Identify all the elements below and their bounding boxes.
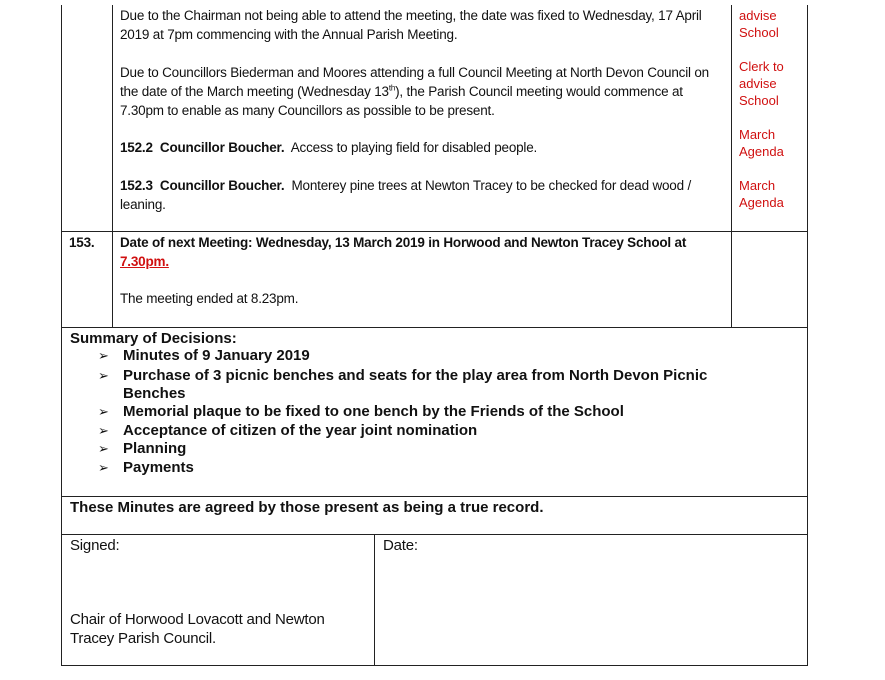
bullet-arrow-icon: ➢ — [98, 348, 109, 363]
bullet-arrow-icon: ➢ — [98, 404, 109, 419]
column-rule-action — [731, 5, 732, 327]
agreed-statement: These Minutes are agreed by those present as being a true record. — [70, 499, 544, 516]
para-councillors: Due to Councillors Biederman and Moores attending a full Council Meeting at North Devon Council on the date of the March meeting (Wednesday 13th), the Parish Council meeting would commence at 7.30pm to enable as many Councillors as possible to be present. — [120, 65, 709, 118]
action-march-agenda-1: March Agenda — [739, 127, 784, 159]
summary-item-benches-cont: Benches — [123, 385, 186, 402]
column-rule-number — [112, 5, 113, 327]
chair-title: Chair of Horwood Lovacott and Newton Tracey Parish Council. — [70, 611, 325, 647]
row-rule-153 — [61, 231, 808, 232]
signed-label: Signed: — [70, 537, 120, 554]
summary-item-planning: Planning — [123, 440, 187, 457]
meeting-ended: The meeting ended at 8.23pm. — [120, 291, 299, 306]
action-clerk-advise-school: Clerk to advise School — [739, 59, 784, 108]
bullet-arrow-icon: ➢ — [98, 441, 109, 456]
bullet-arrow-icon: ➢ — [98, 368, 109, 383]
next-meeting-time: 7.30pm. — [120, 254, 169, 269]
date-label: Date: — [383, 537, 418, 554]
summary-item-benches: Purchase of 3 picnic benches and seats for the play area from North Devon Picnic — [123, 367, 708, 384]
item-152-2: 152.2 Councillor Boucher. Access to playing field for disabled people. — [120, 140, 538, 155]
para-chairman: Due to the Chairman not being able to attend the meeting, the date was fixed to Wednesday, 17 April 2019 at 7pm commencing with the Annual Parish Meeting. — [120, 8, 702, 42]
next-meeting: Date of next Meeting: Wednesday, 13 March 2019 in Horwood and Newton Tracey School at 7.30pm. — [120, 235, 687, 269]
summary-item-payments: Payments — [123, 459, 194, 476]
action-advise-school: advise School — [739, 8, 779, 40]
summary-item-plaque: Memorial plaque to be fixed to one bench by the Friends of the School — [123, 403, 624, 420]
summary-item-citizen: Acceptance of citizen of the year joint nomination — [123, 422, 478, 439]
bullet-arrow-icon: ➢ — [98, 423, 109, 438]
summary-item-minutes: Minutes of 9 January 2019 — [123, 347, 310, 364]
summary-title: Summary of Decisions: — [70, 330, 237, 347]
item-number-153: 153. — [69, 235, 95, 250]
bullet-arrow-icon: ➢ — [98, 460, 109, 475]
column-rule-date — [374, 534, 375, 666]
action-march-agenda-2: March Agenda — [739, 178, 784, 210]
row-rule-summary — [61, 327, 808, 328]
row-rule-agreed — [61, 496, 808, 497]
row-rule-signoff — [61, 534, 808, 535]
item-152-3: 152.3 Councillor Boucher. Monterey pine trees at Newton Tracey to be checked for dead wood / leaning. — [120, 178, 692, 212]
